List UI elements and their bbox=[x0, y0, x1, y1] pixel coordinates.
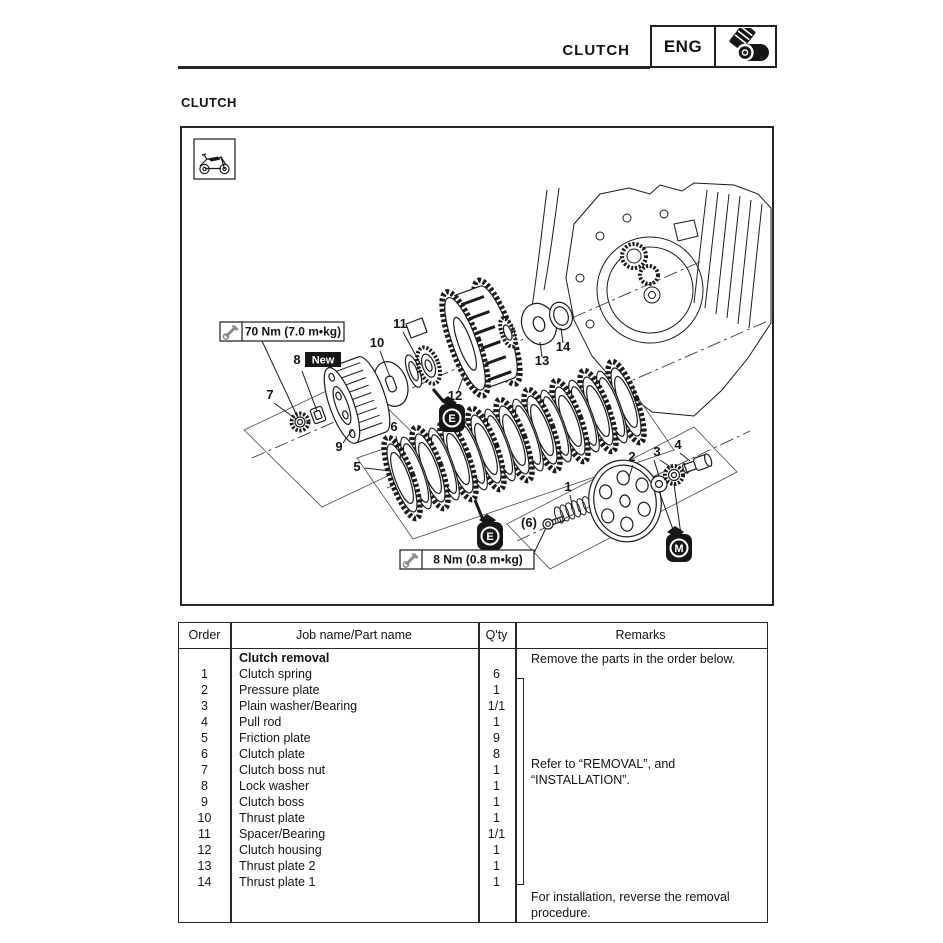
table-row: 9 Clutch boss 1 bbox=[201, 795, 500, 809]
callout-12: 12 bbox=[447, 388, 463, 403]
page-header-title: CLUTCH bbox=[562, 42, 630, 59]
table-row: 7 Clutch boss nut 1 bbox=[201, 763, 500, 777]
torque-spec-bottom bbox=[400, 550, 534, 569]
table-row: 8 Lock washer 1 bbox=[201, 779, 500, 793]
clutch-exploded-diagram bbox=[180, 126, 774, 606]
table-row: 14 Thrust plate 1 1 bbox=[197, 875, 500, 889]
page-title: CLUTCH bbox=[181, 95, 237, 110]
motorcycle-icon bbox=[194, 139, 235, 179]
callout-13: 13 bbox=[534, 353, 550, 368]
table-row: 11 Spacer/Bearing 1/1 bbox=[198, 827, 506, 841]
table-row: 3 Plain washer/Bearing 1/1 bbox=[201, 699, 506, 713]
col-header-qty: Q'ty bbox=[485, 628, 508, 642]
table-row: 6 Clutch plate 8 bbox=[201, 747, 500, 761]
crankcase-drawing bbox=[532, 183, 771, 416]
pressure-plate-drawing bbox=[581, 453, 668, 548]
remarks-bracket bbox=[523, 678, 530, 885]
svg-text:M: M bbox=[674, 543, 684, 555]
bolt-quantity-label: (6) bbox=[521, 515, 537, 530]
torque-spec-top bbox=[220, 322, 344, 341]
bracket-tick bbox=[516, 884, 524, 885]
callout-1: 1 bbox=[564, 479, 572, 494]
callout-8: 8 bbox=[293, 352, 301, 367]
svg-text:70 Nm (7.0 m•kg): 70 Nm (7.0 m•kg) bbox=[244, 324, 342, 339]
callout-11: 11 bbox=[393, 316, 407, 331]
callout-3: 3 bbox=[653, 444, 661, 459]
pull-rod-drawing bbox=[681, 453, 713, 475]
parts-table bbox=[178, 622, 768, 923]
callout-6: 6 bbox=[390, 419, 398, 434]
engine-icon bbox=[716, 27, 775, 66]
callout-4: 4 bbox=[674, 437, 682, 452]
section-tab bbox=[650, 25, 777, 68]
table-row: 13 Thrust plate 2 1 bbox=[197, 859, 500, 873]
engine-oil-marker-icon bbox=[475, 500, 503, 550]
header-rule bbox=[178, 66, 650, 69]
clutch-boss-nut-drawing bbox=[292, 414, 309, 431]
callout-7: 7 bbox=[266, 387, 274, 402]
table-row: Clutch removal bbox=[239, 651, 330, 665]
remarks-bottom-note: For installation, reverse the removal procedure. bbox=[531, 890, 730, 920]
col-header-order: Order bbox=[188, 628, 221, 642]
col-header-name: Job name/Part name bbox=[295, 628, 413, 642]
svg-text:New: New bbox=[311, 354, 335, 367]
callout-2: 2 bbox=[628, 449, 636, 464]
table-row: 1 Clutch spring 6 bbox=[201, 667, 500, 681]
svg-text:8 Nm (0.8 m•kg): 8 Nm (0.8 m•kg) bbox=[433, 552, 523, 567]
callout-10: 10 bbox=[369, 335, 385, 350]
table-row: 10 Thrust plate 1 bbox=[197, 811, 500, 825]
table-row: 2 Pressure plate 1 bbox=[201, 683, 500, 697]
new-part-tag bbox=[305, 352, 341, 367]
svg-text:E: E bbox=[448, 413, 456, 425]
table-row: 4 Pull rod 1 bbox=[201, 715, 500, 729]
lock-washer-drawing bbox=[310, 406, 326, 424]
table-header-row bbox=[179, 623, 767, 649]
remarks-top-note: Remove the parts in the order below. bbox=[531, 652, 736, 666]
spring-bolt-drawing bbox=[543, 516, 565, 529]
svg-text:E: E bbox=[486, 531, 494, 543]
table-row: 12 Clutch housing 1 bbox=[197, 843, 500, 857]
callout-14: 14 bbox=[555, 339, 571, 354]
callout-9: 9 bbox=[335, 439, 343, 454]
bracket-tick bbox=[516, 678, 524, 679]
bearing-drawing bbox=[665, 466, 683, 484]
molybdenum-oil-marker-icon bbox=[659, 484, 692, 562]
remarks-middle-note: Refer to “REMOVAL”, and “INSTALLATION”. bbox=[531, 757, 676, 787]
col-header-remarks: Remarks bbox=[615, 628, 666, 642]
callout-5: 5 bbox=[353, 459, 361, 474]
table-row: 5 Friction plate 9 bbox=[201, 731, 500, 745]
section-code: ENG bbox=[652, 27, 716, 66]
clutch-housing-drawing bbox=[433, 275, 531, 400]
